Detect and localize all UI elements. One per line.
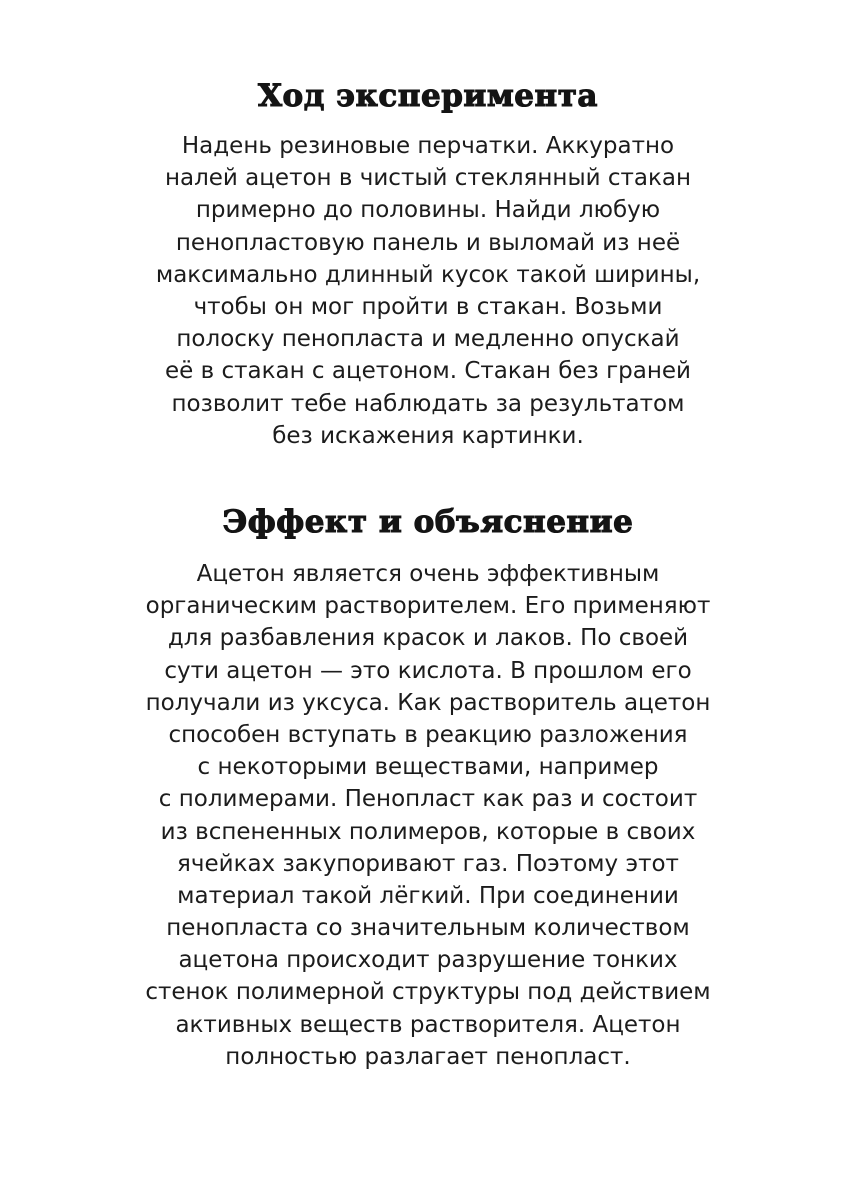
text-line: пенопластовую панель и выломай из неё	[175, 229, 681, 256]
text-line: сути ацетон — это кислота. В прошлом его	[164, 657, 692, 684]
text-line: активных веществ растворителя. Ацетон	[175, 1011, 681, 1038]
text-line: позволит тебе наблюдать за результатом	[171, 390, 685, 417]
text-line: налей ацетон в чистый стеклянный стакан	[164, 165, 692, 192]
experiment-section	[100, 74, 756, 452]
effect-explanation-section	[100, 500, 756, 1073]
text-line: для разбавления красок и лаков. По своей	[167, 625, 689, 652]
text-line: пенопласта со значительным количеством	[166, 915, 690, 942]
text-line: из вспененных полимеров, которые в своих	[160, 818, 696, 845]
text-line: Надень резиновые перчатки. Аккуратно	[181, 133, 675, 159]
text-line: полностью разлагает пенопласт.	[225, 1043, 631, 1070]
text-line: Ацетон является очень эффективным	[196, 561, 660, 587]
text-line: примерно до половины. Найди любую	[195, 197, 661, 224]
text-line: с некоторыми веществами, например	[197, 754, 659, 781]
text-line: ячейках закупоривают газ. Поэтому этот	[177, 850, 679, 877]
text-line: материал такой лёгкий. При соединении	[177, 882, 679, 909]
section-heading: Эффект и объяснение	[222, 504, 634, 540]
text-line: без искажения картинки.	[272, 422, 584, 449]
section-paragraph	[100, 558, 756, 1073]
section-heading: Ход эксперимента	[257, 78, 599, 114]
text-line: максимально длинный кусок такой ширины,	[155, 261, 701, 288]
text-line: органическим растворителем. Его применяют	[145, 593, 711, 620]
text-line: ацетона происходит разрушение тонких	[178, 947, 678, 974]
text-line: её в стакан с ацетоном. Стакан без граней	[164, 358, 692, 385]
text-line: получали из уксуса. Как растворитель ацетон	[145, 689, 711, 716]
text-line: с полимерами. Пенопласт как раз и состоит	[158, 786, 698, 813]
text-line: стенок полимерной структуры под действием	[145, 979, 711, 1006]
text-line: чтобы он мог пройти в стакан. Возьми	[193, 293, 663, 320]
section-paragraph	[100, 130, 756, 452]
text-line: способен вступать в реакцию разложения	[168, 721, 688, 748]
text-line: полоску пенопласта и медленно опускай	[176, 326, 680, 353]
